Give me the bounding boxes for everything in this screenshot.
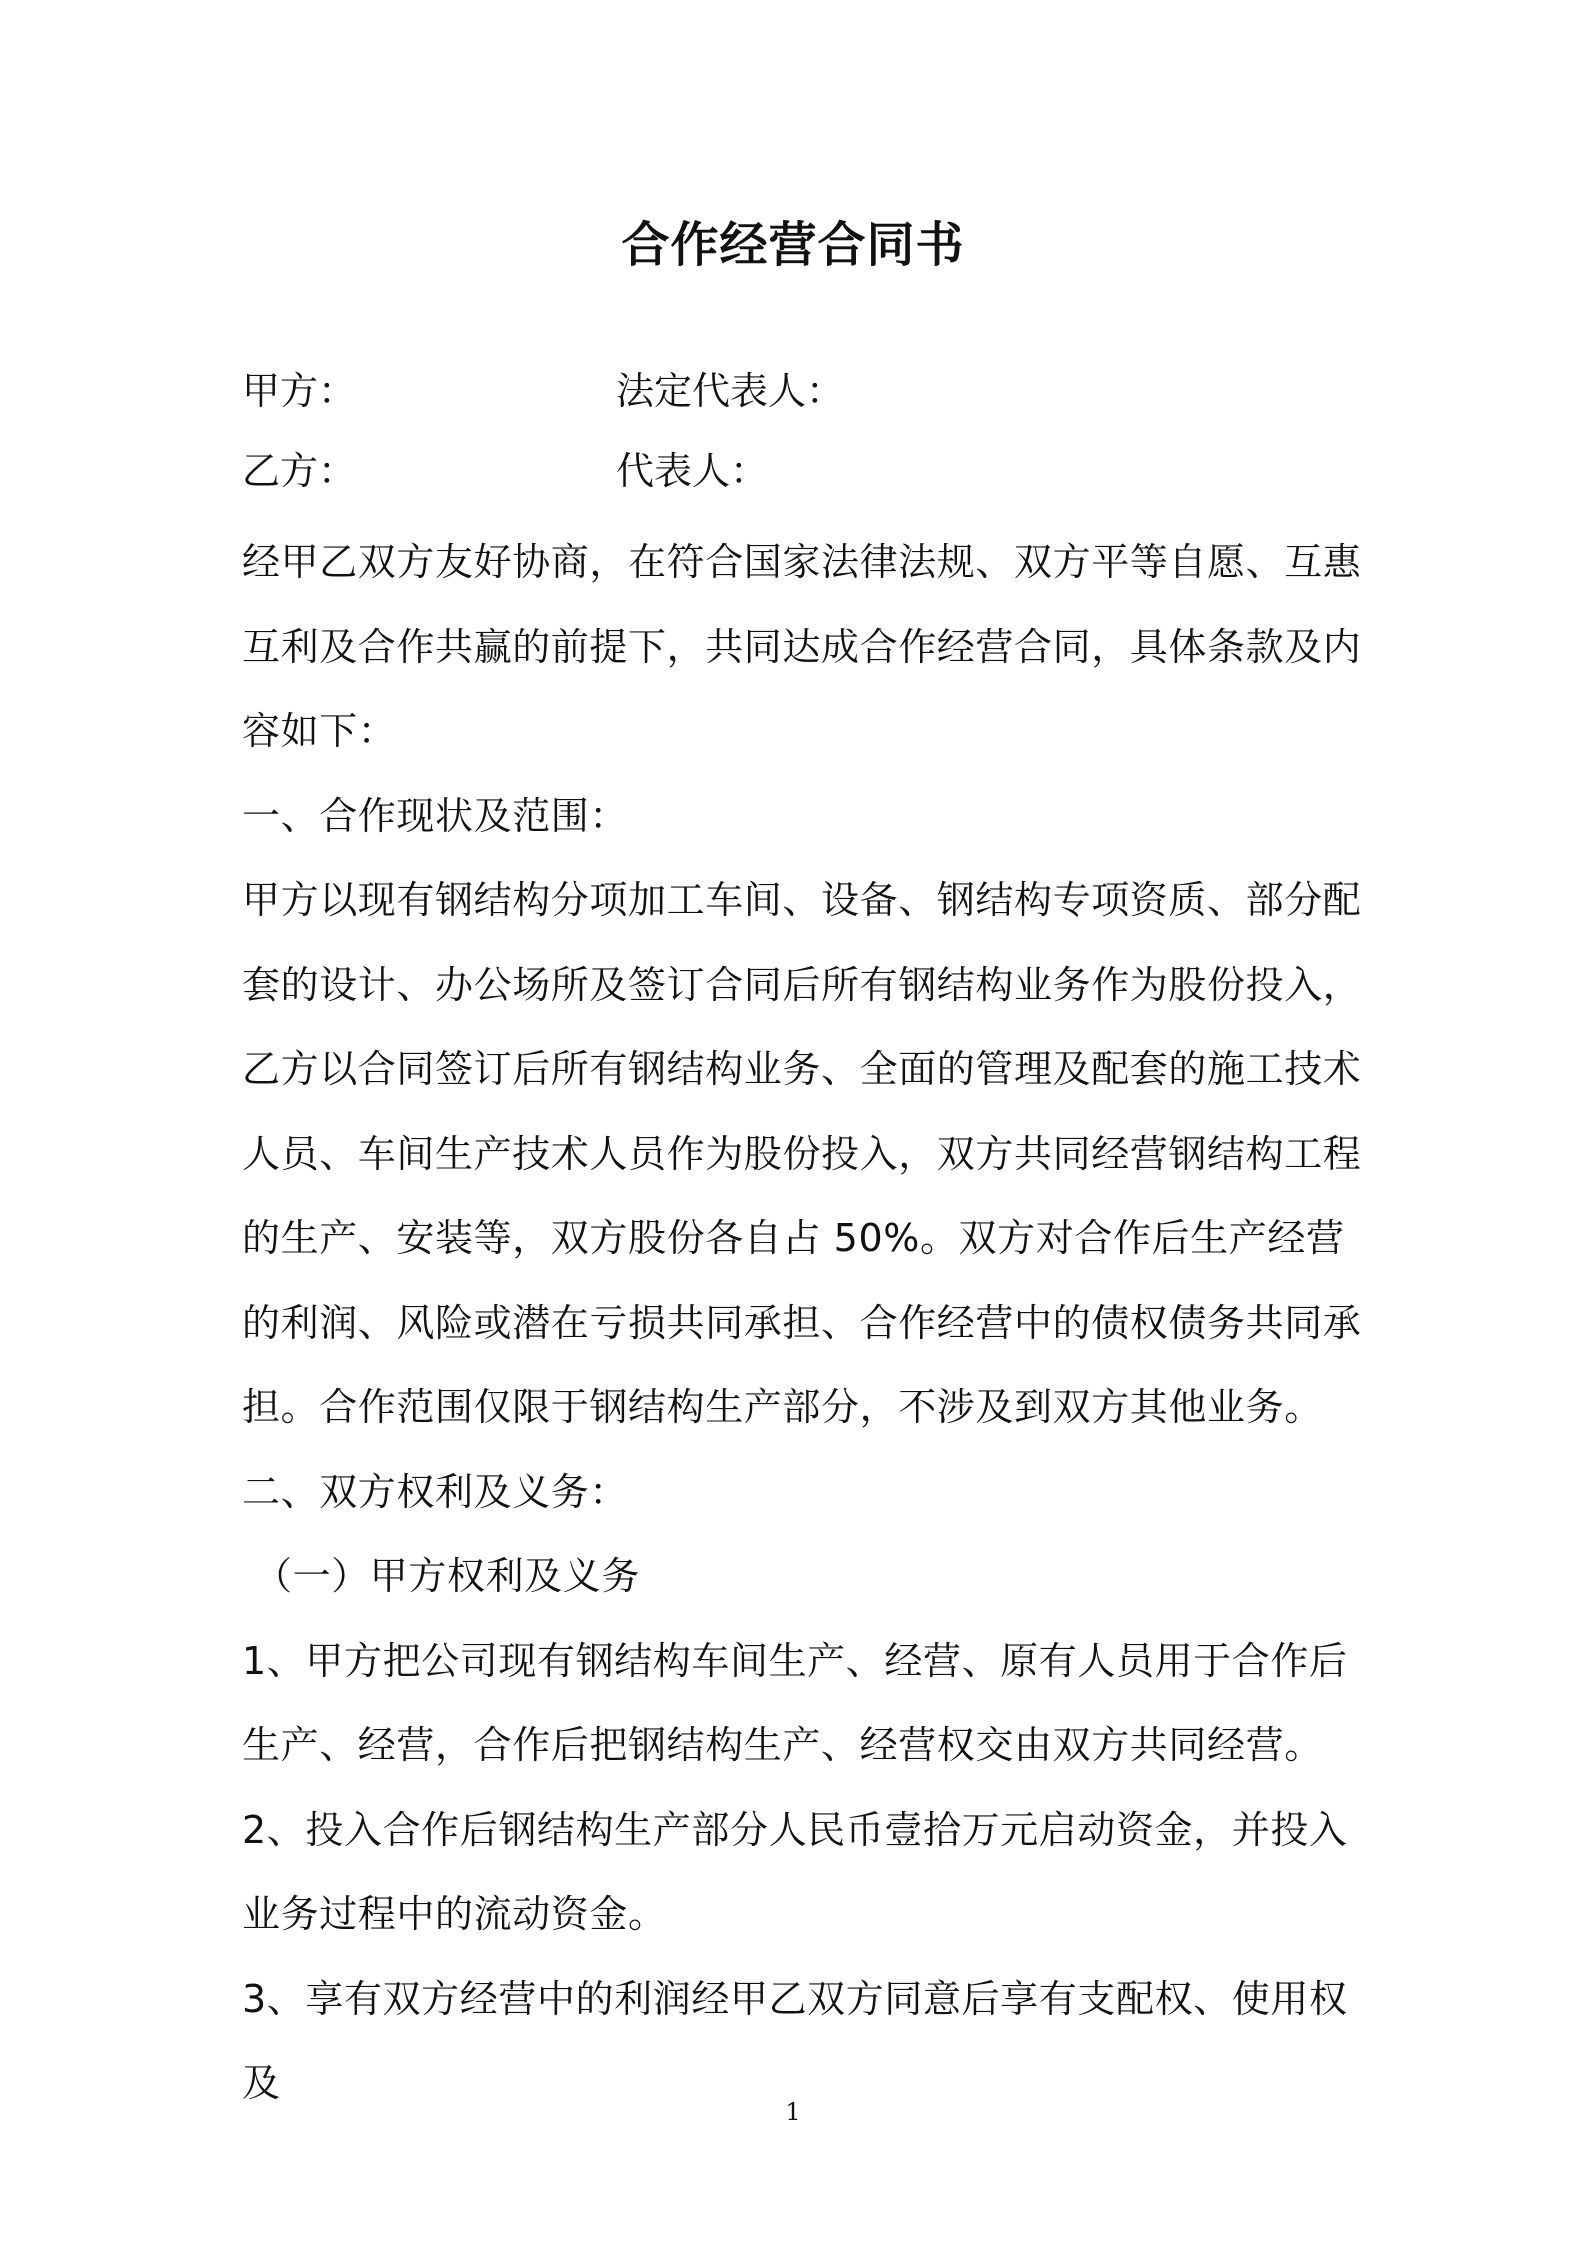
section-heading-scope: 一、合作现状及范围： xyxy=(242,793,629,838)
scope-paragraph: 甲方以现有钢结构分项加工车间、设备、钢结构专项资质、部分配套的设计、办公场所及签订合同后所有钢结构业务作为股份投入，乙方以合同签订后所有钢结构业务、全面的管理及配套的施工技术人员、车间生产技术人员作为股份投入，双方共同经营钢结构工程的生产、安装等，双方股份各自占 50%。双方对合作后生产经营的利润、风险或潜在亏损共同承担、合作经营中的债权债务共同承担。合作范围仅限于钢结构生产部分，不涉及到双方其他业务。 xyxy=(242,878,1362,1429)
subsection-heading-party-a: （一）甲方权利及义务 xyxy=(254,1554,641,1598)
clause-2: 2、投入合作后钢结构生产部分人民币壹拾万元启动资金，并投入业务过程中的流动资金。 xyxy=(242,1807,1348,1936)
clause-3: 3、享有双方经营中的利润经甲乙双方同意后享有支配权、使用权及 xyxy=(242,1976,1348,2105)
clause-1: 1、甲方把公司现有钢结构车间生产、经营、原有人员用于合作后生产、经营，合作后把钢结构生产、经营权交由双方共同经营。 xyxy=(242,1638,1348,1767)
party-a-label: 甲方： xyxy=(242,369,357,413)
document-title: 合作经营合同书 xyxy=(621,217,965,273)
intro-paragraph: 经甲乙双方友好协商，在符合国家法律法规、双方平等自愿、互惠互利及合作共赢的前提下，共同达成合作经营合同，具体条款及内容如下： xyxy=(242,540,1362,753)
section-heading-rights: 二、双方权利及义务： xyxy=(242,1469,629,1514)
party-a-representative-label: 法定代表人： xyxy=(616,369,845,413)
contract-body xyxy=(242,520,1362,2126)
party-b-label: 乙方： xyxy=(242,449,357,493)
party-a-line xyxy=(242,362,844,420)
party-b-representative-label: 代表人： xyxy=(616,449,769,493)
page-number: 1 xyxy=(785,2098,801,2126)
party-b-line xyxy=(242,442,768,500)
